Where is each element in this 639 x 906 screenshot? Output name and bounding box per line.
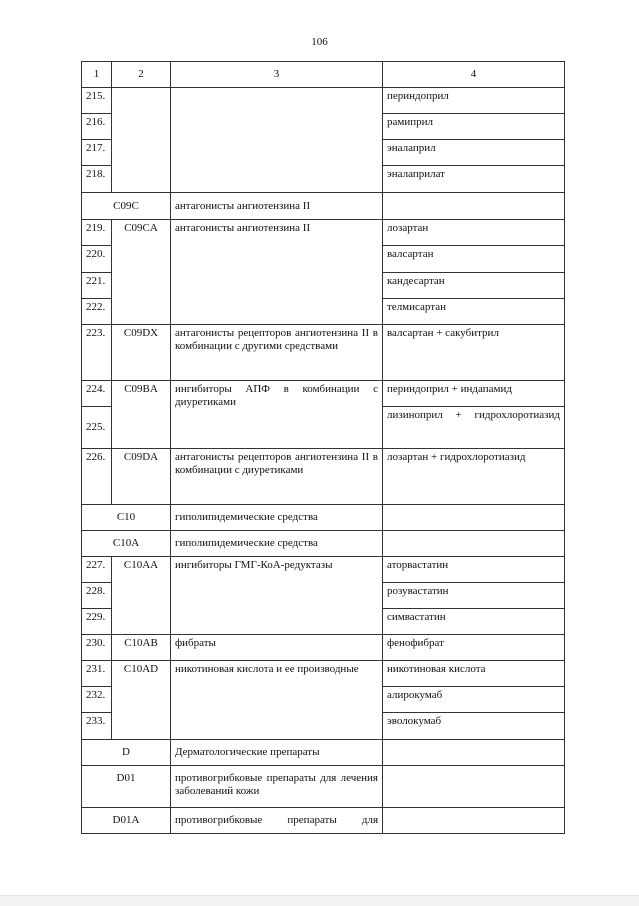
group-row xyxy=(82,505,565,531)
description-cell: ингибиторы ГМГ-КоА-редуктазы xyxy=(171,557,383,635)
table-row xyxy=(82,661,565,687)
code-cell: C09DA xyxy=(112,449,171,505)
description-cell: фибраты xyxy=(171,635,383,661)
scan-bottom-edge xyxy=(0,895,639,906)
row-number: 232. xyxy=(82,687,112,713)
header-col-2: 2 xyxy=(112,62,171,88)
drug-name xyxy=(383,740,565,766)
code-cell: C10AA xyxy=(112,557,171,635)
row-number: 215. xyxy=(82,88,112,114)
code-cell: C09CA xyxy=(112,220,171,325)
description-cell: никотиновая кислота и ее производные xyxy=(171,661,383,740)
table-row xyxy=(82,449,565,505)
description-cell: антагонисты рецепторов ангиотензина II в комбинации с диуретиками xyxy=(171,449,383,505)
table-row xyxy=(82,381,565,407)
drug-name: эналаприлат xyxy=(383,166,565,193)
drug-name: лозартан xyxy=(383,220,565,246)
drug-name: периндоприл xyxy=(383,88,565,114)
group-row xyxy=(82,808,565,834)
drug-name: фенофибрат xyxy=(383,635,565,661)
header-col-4: 4 xyxy=(383,62,565,88)
code-cell: C09BA xyxy=(112,381,171,449)
table-row xyxy=(82,635,565,661)
table-row xyxy=(82,220,565,246)
description-cell: ингибиторы АПФ в комбинации с диуретиками xyxy=(171,381,383,449)
row-number: 225. xyxy=(82,407,112,449)
code-cell: C10AB xyxy=(112,635,171,661)
drug-name: рамиприл xyxy=(383,114,565,140)
group-code: D01 xyxy=(82,766,171,808)
code-cell xyxy=(112,88,171,193)
row-number: 231. xyxy=(82,661,112,687)
row-number: 227. xyxy=(82,557,112,583)
drug-name xyxy=(383,193,565,220)
header-col-1: 1 xyxy=(82,62,112,88)
description-cell: антагонисты рецепторов ангиотензина II в комбинации с другими средствами xyxy=(171,325,383,381)
table-row xyxy=(82,88,565,114)
drug-name: валсартан + сакубитрил xyxy=(383,325,565,381)
group-code: C10 xyxy=(82,505,171,531)
drug-name: валсартан xyxy=(383,246,565,273)
group-code: D01A xyxy=(82,808,171,834)
drug-name: алирокумаб xyxy=(383,687,565,713)
group-row xyxy=(82,531,565,557)
group-code: D xyxy=(82,740,171,766)
table-header-row xyxy=(82,62,565,88)
row-number: 233. xyxy=(82,713,112,740)
drug-name: эволокумаб xyxy=(383,713,565,740)
description-cell: антагонисты ангиотензина II xyxy=(171,220,383,325)
row-number: 223. xyxy=(82,325,112,381)
drug-name: симвастатин xyxy=(383,609,565,635)
drug-name: кандесартан xyxy=(383,273,565,299)
group-description: противогрибковые препараты для xyxy=(171,808,383,834)
group-code: C09C xyxy=(82,193,171,220)
drug-name: никотиновая кислота xyxy=(383,661,565,687)
drug-name xyxy=(383,531,565,557)
page-number: 106 xyxy=(311,36,328,48)
group-description: гиполипидемические средства xyxy=(171,531,383,557)
row-number: 229. xyxy=(82,609,112,635)
drug-name xyxy=(383,505,565,531)
header-col-3: 3 xyxy=(171,62,383,88)
code-cell: C10AD xyxy=(112,661,171,740)
drug-name xyxy=(383,808,565,834)
drug-classification-table xyxy=(81,61,565,834)
group-description: Дерматологические препараты xyxy=(171,740,383,766)
row-number: 224. xyxy=(82,381,112,407)
group-row xyxy=(82,193,565,220)
row-number: 218. xyxy=(82,166,112,193)
row-number: 228. xyxy=(82,583,112,609)
row-number: 222. xyxy=(82,299,112,325)
code-cell: C09DX xyxy=(112,325,171,381)
row-number: 216. xyxy=(82,114,112,140)
drug-name: эналаприл xyxy=(383,140,565,166)
description-cell xyxy=(171,88,383,193)
group-code: C10A xyxy=(82,531,171,557)
drug-name: телмисартан xyxy=(383,299,565,325)
row-number: 230. xyxy=(82,635,112,661)
drug-name: розувастатин xyxy=(383,583,565,609)
group-description: антагонисты ангиотензина II xyxy=(171,193,383,220)
drug-name: периндоприл + индапамид xyxy=(383,381,565,407)
drug-name xyxy=(383,766,565,808)
group-row xyxy=(82,766,565,808)
row-number: 226. xyxy=(82,449,112,505)
table-row xyxy=(82,557,565,583)
row-number: 220. xyxy=(82,246,112,273)
drug-name: лизиноприл + гидрохлоротиазид xyxy=(383,407,565,449)
table-row xyxy=(82,325,565,381)
drug-name: лозартан + гидрохлоротиазид xyxy=(383,449,565,505)
group-description: гиполипидемические средства xyxy=(171,505,383,531)
row-number: 219. xyxy=(82,220,112,246)
drug-name: аторвастатин xyxy=(383,557,565,583)
group-description: противогрибковые препараты для лечения заболеваний кожи xyxy=(171,766,383,808)
row-number: 217. xyxy=(82,140,112,166)
group-row xyxy=(82,740,565,766)
row-number: 221. xyxy=(82,273,112,299)
